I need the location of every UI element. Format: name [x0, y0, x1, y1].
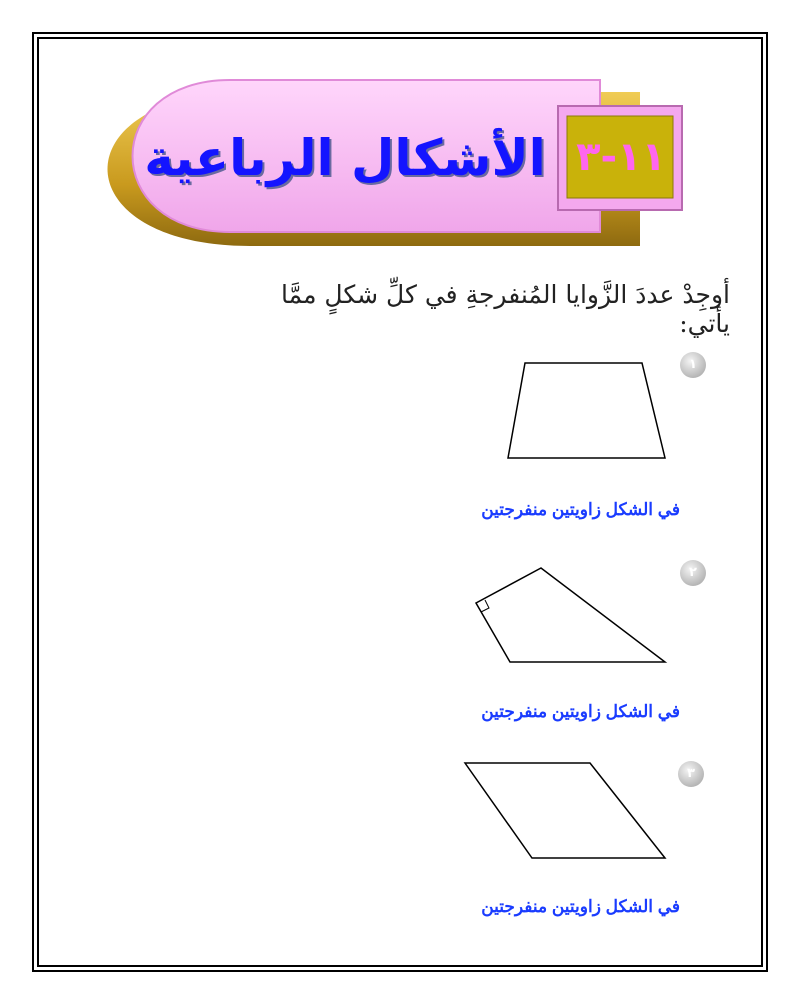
right-angle-marker	[481, 600, 489, 612]
exercise-number-badge: ٢	[680, 560, 706, 586]
exercise-answer: في الشكل زاويتين منفرجتين	[481, 702, 680, 721]
exercise-answer: في الشكل زاويتين منفرجتين	[481, 897, 680, 916]
page-title: الأشكال الرباعية	[144, 129, 546, 187]
exercise-number-badge: ١	[680, 352, 706, 378]
kite-shape	[476, 568, 665, 662]
exercise-answer: في الشكل زاويتين منفرجتين	[481, 500, 680, 519]
instruction-text: أوجِدْ عددَ الزَّوايا المُنفرجةِ في كلِّ شكلٍ ممَّا يأتي:	[281, 280, 730, 338]
trapezoid-shape	[508, 363, 665, 458]
exercise-number-badge: ٣	[678, 761, 704, 787]
parallelogram-shape	[465, 763, 665, 858]
chapter-number: ١١-٣	[576, 134, 666, 180]
